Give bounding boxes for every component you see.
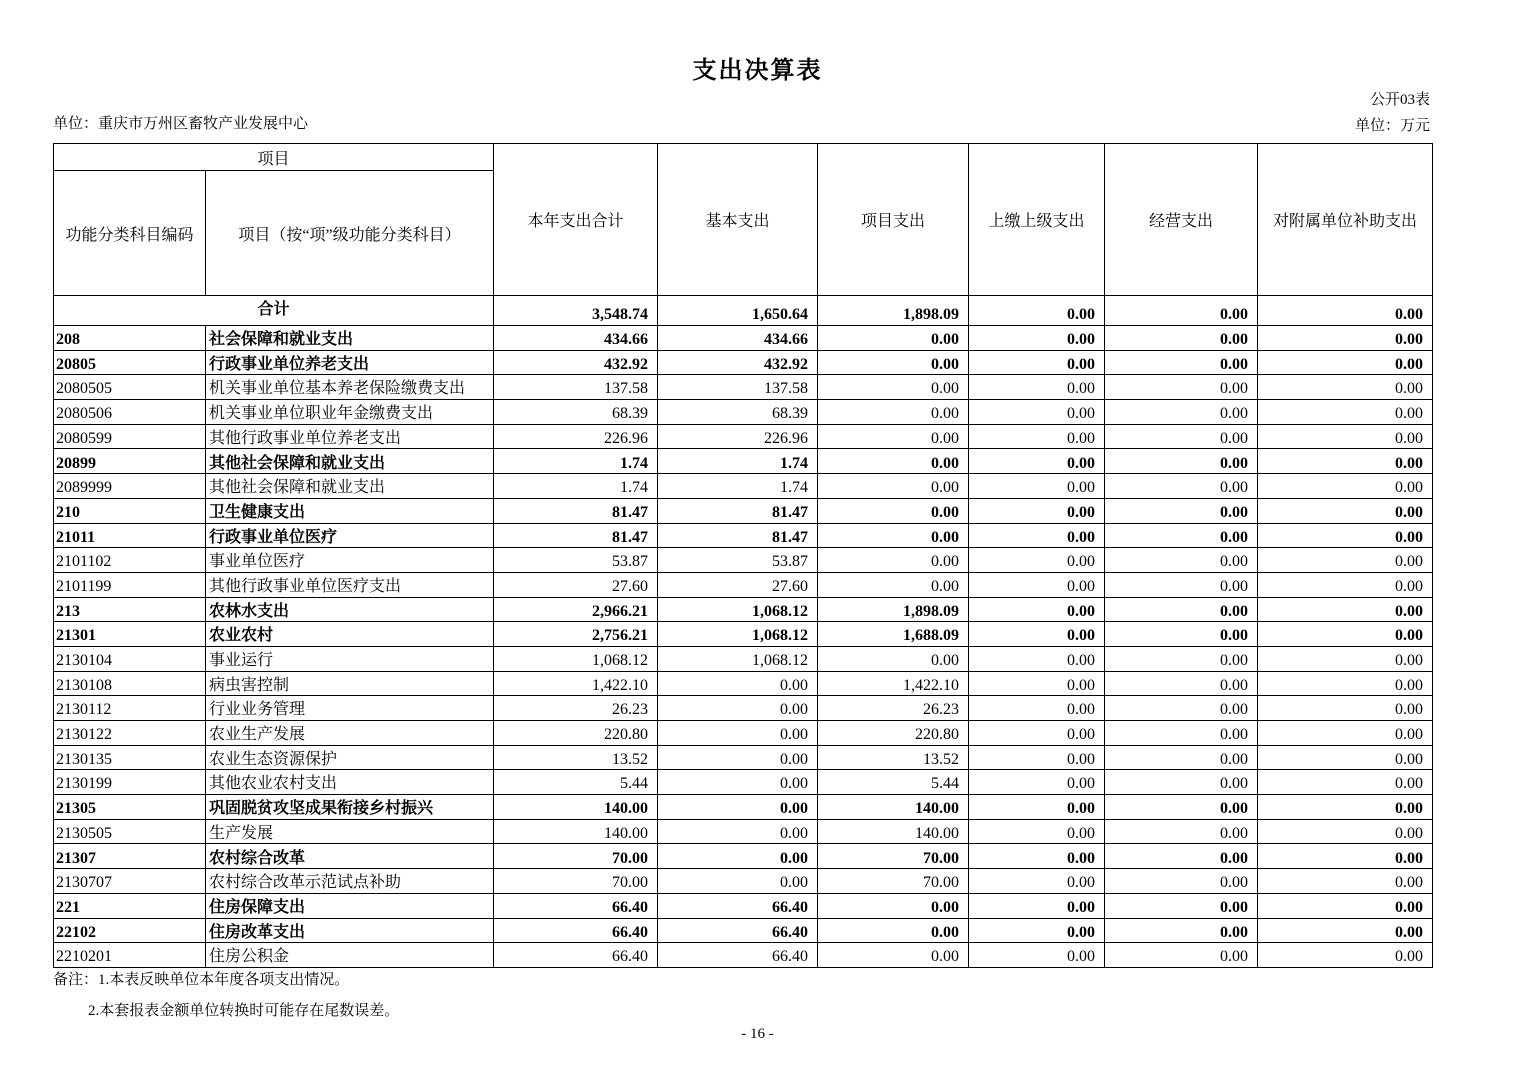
row-value: 137.58 [658, 375, 818, 400]
row-value: 0.00 [969, 474, 1105, 499]
row-value: 432.92 [658, 350, 818, 375]
row-value: 1,068.12 [658, 597, 818, 622]
row-value: 0.00 [818, 646, 969, 671]
row-value: 0.00 [1105, 449, 1258, 474]
row-value: 0.00 [969, 400, 1105, 425]
header-project-group: 项目 [54, 144, 494, 171]
row-value: 0.00 [969, 943, 1105, 968]
row-value: 0.00 [969, 572, 1105, 597]
table-row [54, 523, 1433, 548]
row-value: 0.00 [969, 918, 1105, 943]
table-row [54, 795, 1433, 820]
row-code: 20899 [54, 449, 206, 474]
row-value: 1,422.10 [494, 671, 658, 696]
row-value: 0.00 [969, 350, 1105, 375]
row-value: 70.00 [818, 869, 969, 894]
row-value: 0.00 [1258, 548, 1433, 573]
row-code: 21307 [54, 844, 206, 869]
row-value: 0.00 [658, 671, 818, 696]
row-value: 0.00 [658, 844, 818, 869]
row-value: 0.00 [1105, 424, 1258, 449]
row-value: 5.44 [494, 770, 658, 795]
row-value: 0.00 [818, 523, 969, 548]
row-name: 机关事业单位职业年金缴费支出 [206, 400, 494, 425]
row-value: 0.00 [969, 523, 1105, 548]
total-value: 0.00 [1258, 296, 1433, 326]
row-value: 0.00 [1258, 375, 1433, 400]
row-name: 机关事业单位基本养老保险缴费支出 [206, 375, 494, 400]
row-value: 0.00 [1105, 869, 1258, 894]
row-value: 0.00 [1258, 572, 1433, 597]
row-code: 2130199 [54, 770, 206, 795]
row-value: 0.00 [1258, 350, 1433, 375]
row-value: 137.58 [494, 375, 658, 400]
row-value: 0.00 [818, 498, 969, 523]
page-number: - 16 - [741, 1026, 774, 1042]
table-row [54, 869, 1433, 894]
row-value: 1.74 [658, 449, 818, 474]
table-row [54, 893, 1433, 918]
row-value: 0.00 [1105, 819, 1258, 844]
row-value: 1.74 [494, 474, 658, 499]
row-value: 5.44 [818, 770, 969, 795]
row-value: 0.00 [1105, 572, 1258, 597]
row-code: 2130112 [54, 696, 206, 721]
row-value: 0.00 [1105, 375, 1258, 400]
row-value: 0.00 [969, 671, 1105, 696]
row-name: 农村综合改革 [206, 844, 494, 869]
row-code: 221 [54, 893, 206, 918]
row-value: 0.00 [818, 548, 969, 573]
row-value: 0.00 [818, 326, 969, 351]
table-row [54, 646, 1433, 671]
row-value: 0.00 [1258, 696, 1433, 721]
row-value: 0.00 [1105, 350, 1258, 375]
row-value: 0.00 [818, 375, 969, 400]
row-value: 226.96 [658, 424, 818, 449]
row-value: 0.00 [1105, 696, 1258, 721]
row-name: 其他行政事业单位医疗支出 [206, 572, 494, 597]
row-value: 0.00 [1258, 721, 1433, 746]
row-code: 2130122 [54, 721, 206, 746]
header-upper-level-payment: 上缴上级支出 [969, 144, 1105, 296]
table-row [54, 449, 1433, 474]
row-value: 0.00 [1105, 646, 1258, 671]
row-value: 0.00 [818, 893, 969, 918]
table-row [54, 548, 1433, 573]
row-value: 0.00 [1105, 918, 1258, 943]
unit-label: 单位：万元 [1354, 118, 1430, 134]
row-value: 0.00 [1258, 671, 1433, 696]
row-value: 0.00 [1258, 893, 1433, 918]
row-value: 0.00 [818, 400, 969, 425]
row-name: 住房改革支出 [206, 918, 494, 943]
row-value: 1.74 [494, 449, 658, 474]
row-value: 0.00 [969, 795, 1105, 820]
row-name: 行政事业单位医疗 [206, 523, 494, 548]
row-value: 0.00 [969, 770, 1105, 795]
header-affiliate-subsidy: 对附属单位补助支出 [1258, 144, 1433, 296]
row-value: 0.00 [1258, 449, 1433, 474]
row-value: 0.00 [818, 350, 969, 375]
row-value: 0.00 [658, 795, 818, 820]
row-value: 0.00 [1105, 770, 1258, 795]
table-row [54, 819, 1433, 844]
row-value: 1,068.12 [658, 646, 818, 671]
row-value: 0.00 [818, 572, 969, 597]
total-value: 1,650.64 [658, 296, 818, 326]
row-value: 66.40 [494, 943, 658, 968]
row-code: 2101199 [54, 572, 206, 597]
header-function-code: 功能分类科目编码 [54, 171, 206, 296]
row-value: 0.00 [658, 869, 818, 894]
row-name: 农业生产发展 [206, 721, 494, 746]
row-code: 2130104 [54, 646, 206, 671]
row-value: 0.00 [1258, 622, 1433, 647]
row-value: 0.00 [969, 844, 1105, 869]
table-row [54, 597, 1433, 622]
row-name: 行业业务管理 [206, 696, 494, 721]
row-code: 210 [54, 498, 206, 523]
row-value: 0.00 [1105, 498, 1258, 523]
table-row [54, 770, 1433, 795]
row-name: 住房公积金 [206, 943, 494, 968]
table-row [54, 350, 1433, 375]
row-value: 0.00 [818, 474, 969, 499]
row-value: 2,966.21 [494, 597, 658, 622]
row-code: 2080599 [54, 424, 206, 449]
row-code: 2210201 [54, 943, 206, 968]
row-code: 2080506 [54, 400, 206, 425]
row-value: 0.00 [1258, 745, 1433, 770]
row-value: 1,898.09 [818, 597, 969, 622]
row-name: 住房保障支出 [206, 893, 494, 918]
row-value: 0.00 [1258, 943, 1433, 968]
table-row [54, 721, 1433, 746]
row-value: 0.00 [658, 819, 818, 844]
row-value: 70.00 [494, 869, 658, 894]
row-value: 0.00 [818, 918, 969, 943]
row-value: 0.00 [969, 745, 1105, 770]
table-row [54, 918, 1433, 943]
row-value: 0.00 [1105, 400, 1258, 425]
row-code: 21301 [54, 622, 206, 647]
row-value: 0.00 [1105, 326, 1258, 351]
row-value: 0.00 [818, 943, 969, 968]
table-row [54, 424, 1433, 449]
row-value: 68.39 [658, 400, 818, 425]
expenditure-table [53, 143, 1433, 968]
row-value: 140.00 [494, 795, 658, 820]
table-row [54, 671, 1433, 696]
row-name: 行政事业单位养老支出 [206, 350, 494, 375]
row-value: 0.00 [1105, 622, 1258, 647]
table-row [54, 696, 1433, 721]
row-name: 巩固脱贫攻坚成果衔接乡村振兴 [206, 795, 494, 820]
row-code: 2130707 [54, 869, 206, 894]
row-name: 农林水支出 [206, 597, 494, 622]
row-value: 0.00 [1258, 424, 1433, 449]
row-value: 66.40 [658, 893, 818, 918]
row-value: 226.96 [494, 424, 658, 449]
table-row [54, 400, 1433, 425]
row-value: 68.39 [494, 400, 658, 425]
row-code: 2101102 [54, 548, 206, 573]
table-row [54, 572, 1433, 597]
row-value: 26.23 [818, 696, 969, 721]
table-body [54, 296, 1433, 968]
row-value: 0.00 [969, 548, 1105, 573]
table-row [54, 474, 1433, 499]
table-row [54, 943, 1433, 968]
row-value: 0.00 [969, 597, 1105, 622]
table-row [54, 622, 1433, 647]
total-value: 0.00 [969, 296, 1105, 326]
table-code-label: 公开03表 [1369, 92, 1430, 108]
row-value: 1,068.12 [658, 622, 818, 647]
header-annual-total: 本年支出合计 [494, 144, 658, 296]
row-name: 事业单位医疗 [206, 548, 494, 573]
row-value: 434.66 [658, 326, 818, 351]
header-project-expenditure: 项目支出 [818, 144, 969, 296]
row-code: 2080505 [54, 375, 206, 400]
row-value: 0.00 [1258, 523, 1433, 548]
row-value: 13.52 [818, 745, 969, 770]
row-value: 0.00 [969, 622, 1105, 647]
row-value: 2,756.21 [494, 622, 658, 647]
note-line-2: 2.本套报表金额单位转换时可能存在尾数误差。 [88, 1003, 400, 1019]
row-value: 0.00 [818, 424, 969, 449]
row-code: 2130135 [54, 745, 206, 770]
row-name: 社会保障和就业支出 [206, 326, 494, 351]
total-value: 3,548.74 [494, 296, 658, 326]
row-value: 0.00 [969, 893, 1105, 918]
note-line-1: 备注：1.本表反映单位本年度各项支出情况。 [53, 972, 350, 988]
row-value: 0.00 [1258, 326, 1433, 351]
row-name: 农业农村 [206, 622, 494, 647]
row-value: 0.00 [1105, 523, 1258, 548]
header-operating-expenditure: 经营支出 [1105, 144, 1258, 296]
row-value: 0.00 [658, 770, 818, 795]
row-value: 0.00 [1105, 795, 1258, 820]
row-code: 208 [54, 326, 206, 351]
row-value: 0.00 [1258, 597, 1433, 622]
row-name: 其他社会保障和就业支出 [206, 449, 494, 474]
row-code: 22102 [54, 918, 206, 943]
row-value: 140.00 [818, 795, 969, 820]
row-value: 220.80 [494, 721, 658, 746]
row-code: 21305 [54, 795, 206, 820]
row-value: 0.00 [1258, 770, 1433, 795]
total-row [54, 296, 1433, 326]
row-value: 140.00 [818, 819, 969, 844]
row-value: 0.00 [1105, 844, 1258, 869]
notes [53, 971, 399, 1020]
row-value: 0.00 [1258, 400, 1433, 425]
row-value: 27.60 [658, 572, 818, 597]
row-value: 0.00 [658, 696, 818, 721]
row-value: 0.00 [1105, 893, 1258, 918]
row-value: 0.00 [1258, 869, 1433, 894]
row-name: 生产发展 [206, 819, 494, 844]
row-value: 0.00 [969, 869, 1105, 894]
row-value: 66.40 [658, 918, 818, 943]
table-row [54, 844, 1433, 869]
row-value: 0.00 [969, 498, 1105, 523]
row-value: 0.00 [1258, 498, 1433, 523]
row-value: 0.00 [1105, 943, 1258, 968]
row-value: 27.60 [494, 572, 658, 597]
row-value: 0.00 [658, 721, 818, 746]
row-value: 70.00 [818, 844, 969, 869]
row-value: 26.23 [494, 696, 658, 721]
row-value: 53.87 [494, 548, 658, 573]
row-value: 81.47 [494, 523, 658, 548]
row-name: 农业生态资源保护 [206, 745, 494, 770]
row-value: 0.00 [658, 745, 818, 770]
row-code: 2089999 [54, 474, 206, 499]
row-value: 0.00 [1258, 646, 1433, 671]
row-value: 1,422.10 [818, 671, 969, 696]
row-value: 140.00 [494, 819, 658, 844]
row-value: 0.00 [969, 819, 1105, 844]
row-name: 其他行政事业单位养老支出 [206, 424, 494, 449]
row-value: 0.00 [818, 449, 969, 474]
row-value: 81.47 [658, 498, 818, 523]
row-value: 66.40 [494, 918, 658, 943]
row-value: 434.66 [494, 326, 658, 351]
row-value: 0.00 [1258, 819, 1433, 844]
row-name: 卫生健康支出 [206, 498, 494, 523]
row-value: 0.00 [969, 721, 1105, 746]
row-name: 其他农业农村支出 [206, 770, 494, 795]
row-value: 0.00 [1105, 548, 1258, 573]
row-value: 66.40 [658, 943, 818, 968]
row-value: 220.80 [818, 721, 969, 746]
row-value: 0.00 [1258, 474, 1433, 499]
page-title: 支出决算表 [692, 58, 823, 84]
row-value: 1,688.09 [818, 622, 969, 647]
table-row [54, 745, 1433, 770]
row-value: 53.87 [658, 548, 818, 573]
org-label: 单位：重庆市万州区畜牧产业发展中心 [53, 116, 309, 132]
row-value: 0.00 [969, 449, 1105, 474]
row-value: 0.00 [969, 375, 1105, 400]
row-name: 病虫害控制 [206, 671, 494, 696]
header-item-name: 项目（按“项”级功能分类科目） [206, 171, 494, 296]
row-value: 0.00 [1105, 721, 1258, 746]
row-value: 81.47 [658, 523, 818, 548]
row-value: 0.00 [1105, 671, 1258, 696]
row-value: 0.00 [969, 646, 1105, 671]
row-value: 0.00 [1105, 474, 1258, 499]
row-value: 0.00 [1258, 795, 1433, 820]
row-code: 213 [54, 597, 206, 622]
row-value: 0.00 [969, 326, 1105, 351]
row-value: 13.52 [494, 745, 658, 770]
row-name: 事业运行 [206, 646, 494, 671]
row-code: 21011 [54, 523, 206, 548]
table-row [54, 498, 1433, 523]
row-name: 农村综合改革示范试点补助 [206, 869, 494, 894]
row-value: 0.00 [969, 696, 1105, 721]
row-value: 0.00 [1105, 745, 1258, 770]
row-value: 0.00 [1258, 918, 1433, 943]
table-row [54, 326, 1433, 351]
row-value: 1.74 [658, 474, 818, 499]
row-value: 70.00 [494, 844, 658, 869]
row-value: 0.00 [1258, 844, 1433, 869]
total-value: 1,898.09 [818, 296, 969, 326]
row-value: 66.40 [494, 893, 658, 918]
total-value: 0.00 [1105, 296, 1258, 326]
header-basic-expenditure: 基本支出 [658, 144, 818, 296]
row-value: 432.92 [494, 350, 658, 375]
row-value: 0.00 [1105, 597, 1258, 622]
row-code: 2130505 [54, 819, 206, 844]
row-value: 0.00 [969, 424, 1105, 449]
total-label: 合计 [54, 296, 494, 326]
row-code: 2130108 [54, 671, 206, 696]
row-value: 81.47 [494, 498, 658, 523]
row-code: 20805 [54, 350, 206, 375]
row-name: 其他社会保障和就业支出 [206, 474, 494, 499]
row-value: 1,068.12 [494, 646, 658, 671]
table-row [54, 375, 1433, 400]
